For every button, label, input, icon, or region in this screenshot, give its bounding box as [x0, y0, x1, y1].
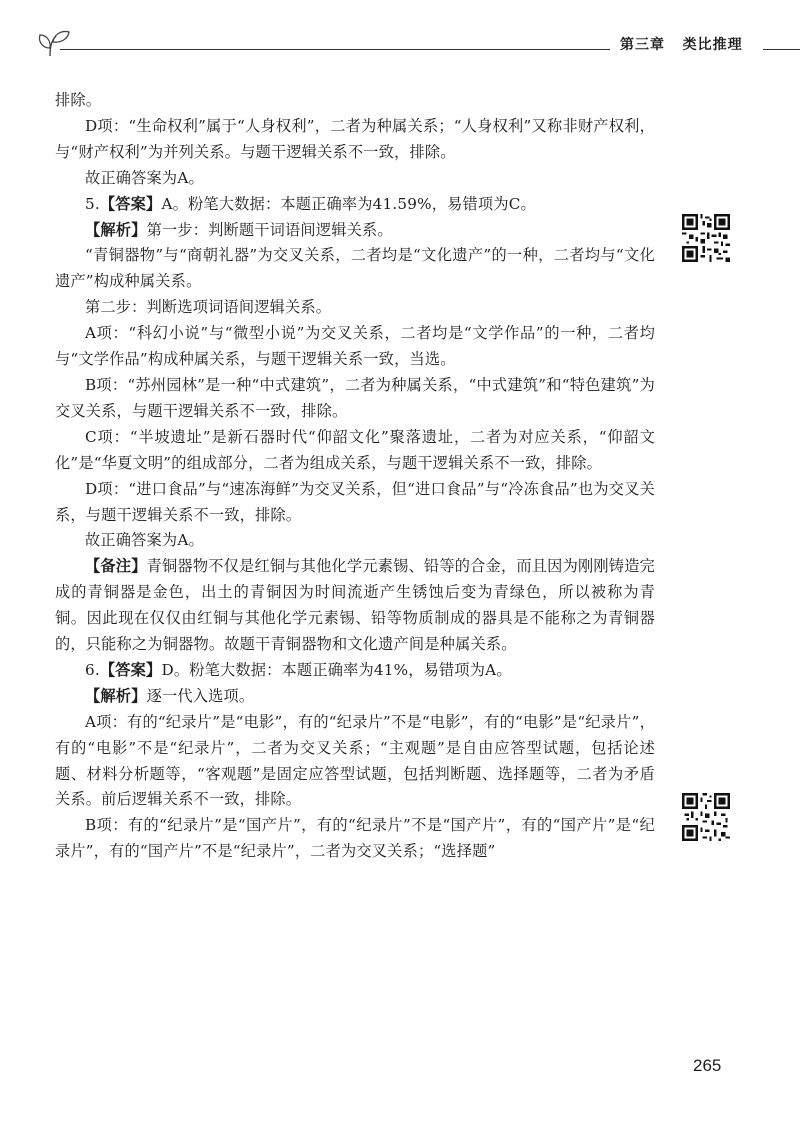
- page-number: 265: [693, 1056, 722, 1075]
- paragraph: “青铜器物”与“商朝礼器”为交叉关系，二者均是“文化遗产”的一种，二者均与“文化遗产”构成种属关系。: [55, 246, 655, 291]
- paragraph: 排除。: [55, 91, 102, 109]
- analysis-line: 【解析】第一步：判断题干词语间逻辑关系。: [85, 220, 393, 239]
- paragraph: A项：有的“纪录片”是“电影”，有的“纪录片”不是“电影”，有的“电影”是“纪录片”，有的“电影”不是“纪录片”，二者为交叉关系；“主观题”是自由应答型试题，包括论述题、材料分析题等，“客观题”是固定应答型试题，包括判断题、选择题等，二者为矛盾关系。前后逻辑关系不一致，排除。: [55, 712, 655, 809]
- note-paragraph: 【备注】青铜器物不仅是红铜与其他化学元素锡、铅等的合金，而且因为刚刚铸造完成的青铜器是金色，出土的青铜因为时间流逝产生锈蚀后变为青绿色，所以被称为青铜。因此现在仅仅由红铜与其他化学元素锡、铅等物质制成的器具是不能称之为青铜器的，只能称之为铜器物。故题干青铜器物和文化遗产间是种属关系。: [55, 557, 655, 654]
- paragraph: A项：“科幻小说”与“微型小说”为交叉关系，二者均是“文学作品”的一种，二者均与“文学作品”构成种属关系，与题干逻辑关系一致，当选。: [55, 324, 655, 369]
- running-header: [30, 22, 775, 62]
- qr-code-icon[interactable]: [682, 214, 730, 262]
- qr-code-icon[interactable]: [682, 793, 730, 841]
- answer-explanation-body: [55, 88, 655, 865]
- paragraph: D项：“生命权利”属于“人身权利”，二者为种属关系；“人身权利”又称非财产权利，与“财产权利”为并列关系。与题干逻辑关系不一致，排除。: [55, 116, 655, 161]
- analysis-line: 【解析】逐一代入选项。: [85, 686, 255, 705]
- paragraph: 故正确答案为A。: [85, 168, 204, 187]
- answer-line-5: 5.【答案】A。粉笔大数据：本题正确率为41.59%，易错项为C。: [85, 194, 536, 213]
- paragraph: B项：“苏州园林”是一种“中式建筑”，二者为种属关系，“中式建筑”和“特色建筑”为交叉关系，与题干逻辑关系不一致，排除。: [55, 375, 655, 420]
- chapter-title: 第三章 类比推理: [620, 37, 743, 53]
- paragraph: D项：“进口食品”与“速冻海鲜”为交叉关系，但“进口食品”与“冷冻食品”也为交叉关系，与题干逻辑关系不一致，排除。: [55, 479, 655, 524]
- sprout-logo-icon: [36, 26, 76, 60]
- paragraph: C项：“半坡遗址”是新石器时代“仰韶文化”聚落遗址，二者为对应关系，“仰韶文化”是“华夏文明”的组成部分，二者为组成关系，与题干逻辑关系不一致，排除。: [55, 427, 655, 472]
- answer-line-6: 6.【答案】D。粉笔大数据：本题正确率为41%，易错项为A。: [85, 660, 512, 679]
- header-rule-left: [60, 49, 610, 50]
- paragraph: 故正确答案为A。: [85, 531, 204, 550]
- header-rule-right: [763, 49, 800, 50]
- paragraph: 第二步：判断选项词语间逻辑关系。: [85, 298, 332, 317]
- paragraph: B项：有的“纪录片”是“国产片”，有的“纪录片”不是“国产片”，有的“国产片”是“纪录片”，有的“国产片”不是“纪录片”，二者为交叉关系；“选择题”: [55, 816, 655, 861]
